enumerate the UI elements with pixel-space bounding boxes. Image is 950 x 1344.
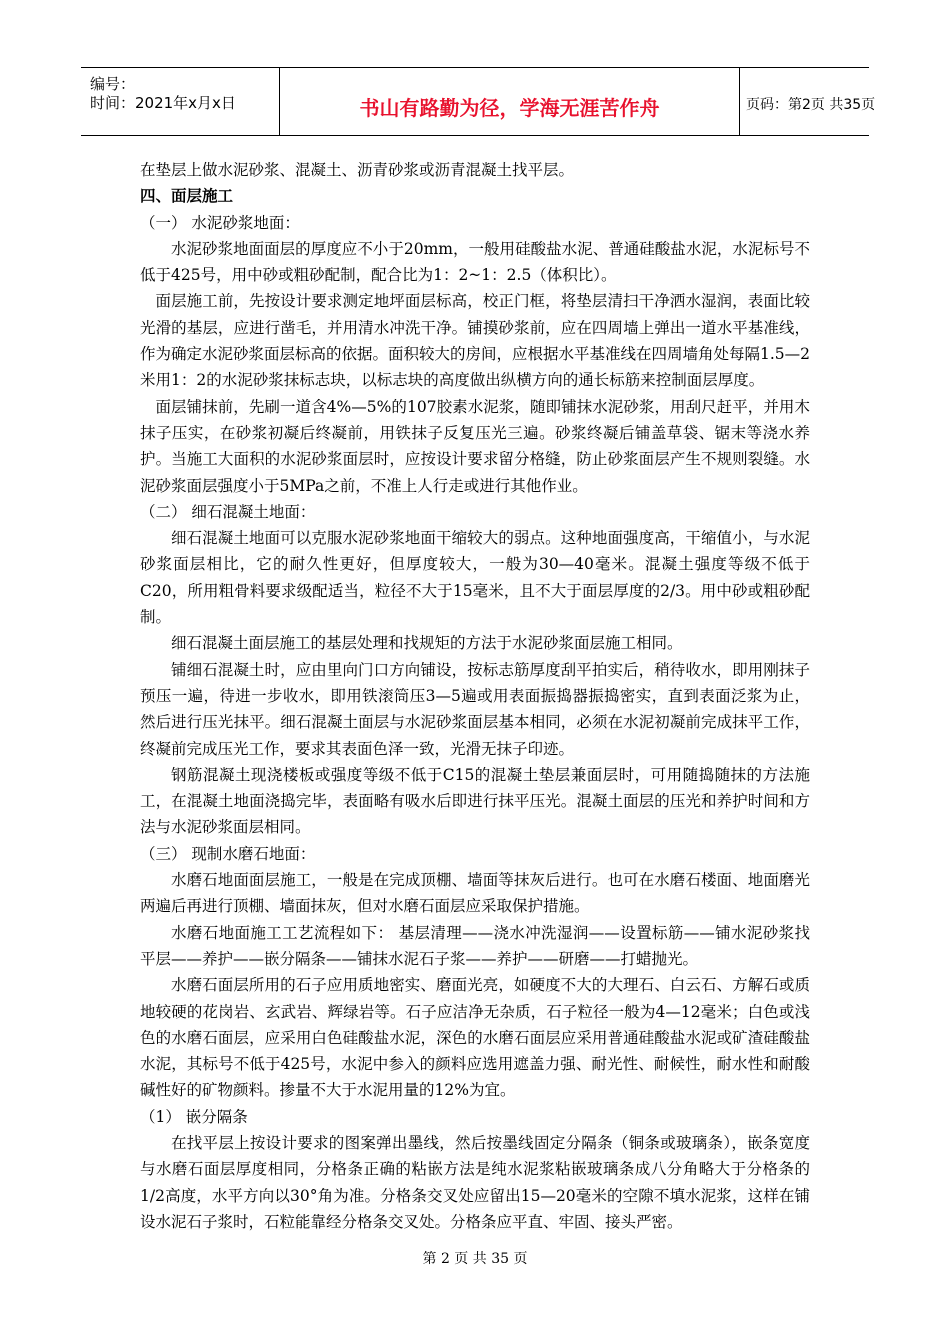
body-paragraph: 铺细石混凝土时，应由里向门口方向铺设，按标志筋厚度刮平拍实后，稍待收水，即用刚抹子预压一遍，待进一步收水，即用铁滚筒压3—5遍或用表面振捣器振捣密实，直到表面泛浆为止，然后进行压光抹平。细石混凝土面层与水泥砂浆面层基本相同，必须在水泥初凝前完成抹平工作，终凝前完成压光工作，要求其表面色泽一致，光滑无抹子印迹。: [140, 660, 810, 758]
body-paragraph: （1） 嵌分隔条: [140, 1107, 248, 1126]
body-paragraph: 面层铺抹前，先刷一道含4%—5%的107胶素水泥浆，随即铺抹水泥砂浆，用刮尺赶平，并用木抹子压实，在砂浆初凝后终凝前，用铁抹子反复压光三遍。砂浆终凝后铺盖草袋、锯末等浇水养护。当施工大面积的水泥砂浆面层时，应按设计要求留分格缝，防止砂浆面层产生不规则裂缝。水泥砂浆面层强度小于5MPa之前，不准上人行走或进行其他作业。: [140, 397, 810, 495]
motto-text: 书山有路勤为径，学海无涯苦作舟: [359, 96, 660, 120]
body-paragraph: 水磨石地面施工工艺流程如下： 基层清理——浇水冲洗湿润——设置标筋——铺水泥砂浆找平层——养护——嵌分隔条——铺抹水泥石子浆——养护——研磨——打蜡抛光。: [140, 923, 810, 968]
document-header: [81, 67, 876, 136]
page-footer: 第 2 页 共 35 页: [422, 1251, 528, 1267]
body-paragraph: 在垫层上做水泥砂浆、混凝土、沥青砂浆或沥青混凝土找平层。: [140, 161, 575, 179]
body-paragraph: 在找平层上按设计要求的图案弹出墨线，然后按墨线固定分隔条（铜条或玻璃条），嵌条宽度与水磨石面层厚度相同，分格条正确的粘嵌方法是纯水泥浆粘嵌玻璃条成八分角略大于分格条的1/2高度，水平方向以30°角为准。分格条交叉处应留出15—20毫米的空隙不填水泥浆，这样在铺设水泥石子浆时，石粒能靠经分格条交叉处。分格条应平直、牢固、接头严密。: [140, 1133, 810, 1231]
header-motto-cell: [279, 68, 740, 135]
body-paragraph: 水泥砂浆地面面层的厚度应不小于20mm，一般用硅酸盐水泥、普通硅酸盐水泥，水泥标号不低于425号，用中砂或粗砂配制，配合比为1：2~1：2.5（体积比）。: [140, 239, 810, 285]
document-date-label: 时间：2021年x月x日: [90, 94, 236, 112]
page-info: 页码：第2页 共35页: [746, 97, 876, 113]
document-body: [140, 157, 810, 1235]
body-paragraph: 水磨石地面面层施工，一般是在完成顶棚、墙面等抹灰后进行。也可在水磨石楼面、地面磨光两遍后再进行顶棚、墙面抹灰，但对水磨石面层应采取保护措施。: [140, 871, 810, 916]
body-paragraph: 细石混凝土地面可以克服水泥砂浆地面干缩较大的弱点。这种地面强度高，干缩值小，与水泥砂浆面层相比，它的耐久性更好，但厚度较大，一般为30—40毫米。混凝土强度等级不低于C20，所用粗骨料要求级配适当，粒径不大于15毫米，且不大于面层厚度的2/3。用中砂或粗砂配制。: [140, 529, 810, 627]
body-paragraph: （一） 水泥砂浆地面：: [140, 213, 300, 232]
body-paragraph: （二） 细石混凝土地面：: [140, 502, 316, 521]
body-paragraph: （三） 现制水磨石地面：: [140, 844, 316, 863]
body-paragraph: 面层施工前，先按设计要求测定地坪面层标高，校正门框，将垫层清扫干净洒水湿润，表面比较光滑的基层，应进行凿毛，并用清水冲洗干净。铺摸砂浆前，应在四周墙上弹出一道水平基准线，作为确定水泥砂浆面层标高的依据。面积较大的房间，应根据水平基准线在四周墙角处每隔1.5—2米用1：2的水泥砂浆抹标志块，以标志块的高度做出纵横方向的通长标筋来控制面层厚度。: [140, 292, 811, 390]
header-info-cell: [81, 68, 279, 135]
document-number-label: 编号：: [90, 75, 136, 93]
body-paragraph: 细石混凝土面层施工的基层处理和找规矩的方法于水泥砂浆面层施工相同。: [171, 634, 683, 653]
section-heading: 四、面层施工: [140, 187, 234, 206]
body-paragraph: 水磨石面层所用的石子应用质地密实、磨面光亮，如硬度不大的大理石、白云石、方解石或质地较硬的花岗岩、玄武岩、辉绿岩等。石子应洁净无杂质，石子粒径一般为4—12毫米；白色或浅色的水磨石面层，应采用白色硅酸盐水泥，深色的水磨石面层应采用普通硅酸盐水泥或矿渣硅酸盐水泥，其标号不低于425号，水泥中参入的颜料应选用遮盖力强、耐光性、耐候性，耐水性和耐酸碱性好的矿物颜料。掺量不大于水泥用量的12%为宜。: [140, 976, 810, 1100]
header-page-cell: [740, 68, 876, 135]
body-paragraph: 钢筋混凝土现浇楼板或强度等级不低于C15的混凝土垫层兼面层时，可用随捣随抹的方法施工，在混凝土地面浇捣完毕，表面略有吸水后即进行抹平压光。混凝土面层的压光和养护时间和方法与水泥砂浆面层相同。: [140, 765, 810, 837]
